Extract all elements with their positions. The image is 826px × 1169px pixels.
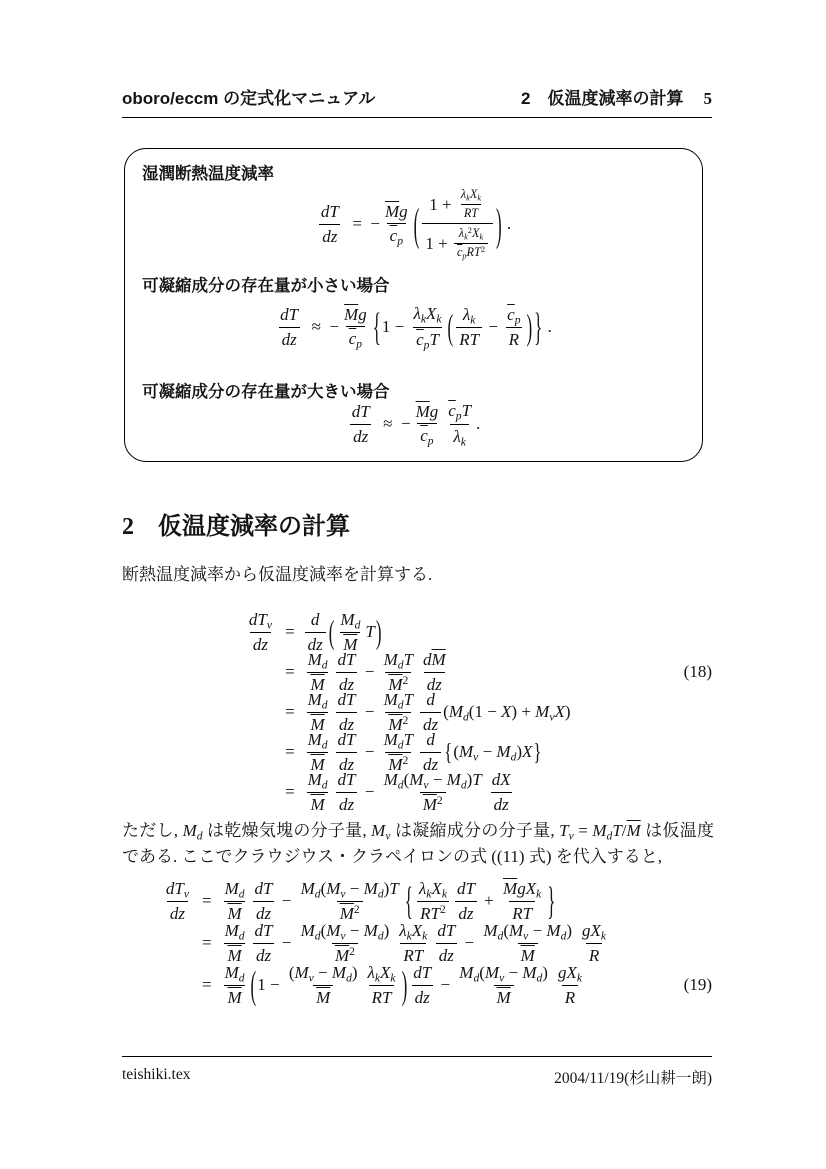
math-delimiter: } (534, 305, 543, 349)
math-numerator (410, 961, 434, 984)
math-numerator (382, 200, 411, 223)
math-text: M (496, 987, 511, 1007)
math-text: − (436, 975, 455, 994)
math-denominator (422, 223, 493, 263)
math-fraction (456, 961, 551, 1009)
math-text: dT (337, 730, 356, 750)
math-denominator (369, 985, 395, 1009)
paragraph-intro: 断熱温度減率から仮温度減率を計算する. (122, 565, 433, 584)
math-text: − (360, 742, 379, 761)
math-text: dz (423, 714, 439, 734)
math-numerator (381, 728, 416, 752)
math-text: dT (351, 402, 370, 422)
math-denominator (494, 985, 514, 1009)
math-text: . (543, 317, 552, 336)
math-text: + (479, 891, 499, 910)
footer-date-author: 2004/11/19(杉山耕一朗) (554, 1070, 712, 1087)
math-text: M (310, 714, 325, 734)
math-text: R (588, 945, 600, 965)
math-fraction (458, 186, 484, 222)
math-text: − (277, 933, 296, 952)
math-numerator (277, 303, 301, 326)
inline-math: $M_v$ (371, 821, 391, 843)
math-denominator (224, 985, 244, 1009)
math-text: − (360, 782, 379, 801)
equation-moist-adiabatic-lapse-rate (125, 189, 702, 259)
math-text: $\overline{c}_pT$ (448, 401, 472, 423)
math-text: M (227, 903, 242, 923)
text-segment: は乾燥気塊の分子量, (202, 821, 372, 840)
math-text: dz (493, 794, 509, 814)
math-denominator (450, 424, 469, 449)
math-text: dT (413, 963, 432, 983)
math-numerator (426, 185, 489, 223)
math-text: RT (371, 987, 392, 1007)
math-text: $M_d(M_v - M_d)$ (459, 962, 548, 985)
math-text: $\overline{M}^2$ (334, 945, 355, 965)
math-denominator (387, 223, 406, 248)
math-numerator (222, 877, 248, 901)
math-text: $\overline{c}_pRT^2$ (456, 244, 485, 261)
math-denominator (313, 985, 333, 1009)
equation-row (122, 964, 712, 1006)
math-text: $(M_d(1 - X) + M_vX)$ (443, 701, 571, 723)
math-numerator (489, 768, 514, 791)
math-text: dz (423, 754, 439, 774)
math-text: dT (437, 921, 456, 941)
math-text: dz (338, 754, 355, 774)
math-text: M (310, 794, 325, 814)
summary-box (124, 148, 703, 462)
header-section-ref: 2 仮温度減率の計算 (521, 89, 684, 108)
math-text: dT (456, 879, 475, 899)
math-fraction (445, 399, 474, 448)
math-text: M (343, 634, 358, 654)
math-numerator (341, 303, 370, 326)
math-text: dz (338, 674, 355, 694)
math-delimiter: ( (447, 307, 454, 347)
equation-row (122, 689, 712, 734)
paragraph-definitions (122, 818, 714, 870)
math-text: M (316, 987, 331, 1007)
math-text: 1 − (257, 975, 284, 994)
math-text: dT (320, 202, 339, 222)
equation-row (122, 729, 712, 774)
math-text: $M_d$ (224, 878, 245, 901)
math-numerator (222, 919, 248, 943)
math-text: $gX_k$ (582, 920, 607, 943)
equation-row (122, 609, 712, 654)
box-heading-small-condensable-amount: 可凝縮成分の存在量が小さい場合 (142, 277, 390, 295)
math-delimiter: ( (250, 963, 257, 1007)
math-text: − (460, 933, 479, 952)
math-text: dT (254, 921, 273, 941)
math-text: M (227, 987, 242, 1007)
math-numerator (308, 608, 323, 631)
math-fraction (410, 302, 444, 351)
math-fraction (286, 961, 361, 1009)
math-delimiter: ( (328, 613, 335, 651)
math-text: 1 − (381, 317, 409, 336)
math-text: dz (281, 329, 297, 349)
section-heading (122, 506, 350, 541)
relation-symbol: = (202, 975, 212, 994)
math-denominator (307, 792, 327, 816)
math-text: $gX_k$ (557, 962, 582, 985)
math-fraction (222, 961, 248, 1009)
math-numerator (500, 877, 544, 901)
math-text: $\overline{M}^2$ (339, 903, 360, 923)
box-heading-large-condensable-amount: 可凝縮成分の存在量が大きい場合 (142, 383, 390, 401)
math-text: M (520, 945, 535, 965)
math-numerator (396, 919, 430, 943)
math-text: $\overline{M}g$ (385, 201, 408, 221)
inline-math: $T_v = M_dT/\overline{M}$ (559, 821, 641, 843)
relation-symbol: = (285, 742, 295, 761)
math-text: − (360, 702, 379, 721)
math-text: $M_d$ (307, 769, 328, 792)
math-text: d (310, 610, 320, 630)
math-text: $(M_v - M_d)X$ (453, 741, 533, 763)
math-fraction (163, 877, 192, 925)
math-text: $\lambda_kX_k$ (418, 878, 447, 901)
math-text: $M_d$ (340, 609, 361, 632)
math-fraction (341, 303, 370, 351)
math-denominator (420, 792, 446, 816)
math-text: 1 + (429, 194, 456, 214)
math-text: $\overline{c}_pT$ (416, 329, 439, 351)
math-text: dz (338, 714, 355, 734)
math-text: $\lambda_kX_k$ (413, 304, 442, 326)
math-fraction (318, 200, 342, 248)
math-denominator (412, 985, 433, 1009)
math-text: d (426, 730, 435, 750)
math-fraction (381, 768, 485, 816)
equation-number: (19) (683, 975, 712, 994)
math-numerator (445, 399, 474, 423)
math-denominator (491, 792, 512, 816)
math-text: M (310, 754, 325, 774)
math-numerator (298, 877, 402, 901)
math-text: RT (512, 903, 533, 923)
math-denominator (417, 423, 436, 448)
equation-row (122, 649, 712, 694)
math-text: dz (426, 674, 442, 694)
math-text: $\overline{M}^2$ (422, 794, 443, 814)
math-text: − (277, 891, 296, 910)
math-text: R (508, 329, 520, 349)
math-denominator (279, 327, 300, 351)
math-text: $RT^2$ (420, 903, 446, 923)
math-numerator (365, 961, 399, 985)
math-text: $\overline{c}_p$ (348, 329, 363, 351)
relation-symbol: = (285, 662, 295, 681)
math-numerator (335, 648, 359, 671)
math-text: dz (307, 634, 323, 654)
math-numerator (335, 688, 359, 711)
math-fraction (456, 303, 482, 351)
math-fraction (504, 303, 523, 351)
math-denominator (562, 985, 578, 1009)
math-denominator (461, 204, 481, 222)
header-right (521, 84, 712, 109)
math-numerator (456, 225, 486, 243)
math-numerator (222, 961, 248, 985)
math-text: $\lambda_k^2X_k$ (458, 226, 484, 242)
math-text: $\lambda_kX_k$ (399, 920, 428, 943)
math-text: $M_d$ (307, 689, 328, 712)
relation-symbol: = (285, 622, 295, 641)
math-numerator (458, 186, 484, 204)
math-fraction (246, 608, 275, 656)
math-fraction (252, 919, 276, 967)
math-numerator (456, 961, 551, 985)
math-text: $M_d(M_v - M_d)T$ (300, 878, 399, 901)
equation-rhs (303, 768, 712, 816)
math-denominator (336, 792, 357, 816)
math-numerator (480, 919, 575, 943)
math-text: dz (255, 945, 272, 965)
math-text: $(M_v - M_d)$ (288, 962, 358, 985)
math-numerator (318, 200, 342, 223)
equation-row (122, 769, 712, 814)
math-text: $M_d$ (224, 920, 245, 943)
math-numerator (434, 919, 458, 942)
math-text: dT (254, 879, 273, 899)
equation-lhs (122, 608, 277, 656)
math-text: $M_dT$ (383, 729, 414, 752)
math-delimiter: { (372, 305, 381, 349)
math-numerator (298, 919, 393, 943)
math-text: dX (491, 770, 511, 790)
math-delimiter: } (547, 879, 556, 923)
equation-large-condensable-amount (125, 401, 702, 447)
math-text: RT (463, 205, 479, 220)
math-numerator (305, 768, 331, 792)
math-text: $\overline{M}gX_k$ (503, 878, 542, 901)
math-fraction (305, 768, 331, 816)
math-fraction (489, 768, 514, 816)
footer-filename: teishiki.tex (122, 1066, 191, 1083)
math-text: = − (343, 214, 380, 233)
math-fraction (349, 400, 373, 448)
math-text: dT (337, 770, 356, 790)
math-text: $\overline{M}^2$ (388, 714, 409, 734)
math-numerator (286, 961, 361, 985)
math-numerator (413, 400, 442, 423)
math-fraction (252, 877, 276, 925)
math-numerator (252, 919, 276, 942)
math-text: dz (458, 903, 474, 923)
math-delimiter: ( (413, 198, 420, 250)
math-fraction (555, 961, 585, 1009)
math-text: . (476, 414, 481, 433)
math-numerator (423, 728, 438, 751)
math-delimiter: } (533, 738, 542, 766)
math-fraction (422, 185, 493, 263)
math-numerator (423, 688, 438, 711)
math-text: $\overline{c}_p$ (389, 226, 403, 248)
math-text: $\overline{M}^2$ (388, 674, 409, 694)
math-text: 1 + (425, 233, 452, 253)
math-text: $\overline{M}g$ (344, 304, 367, 324)
math-text: dz (338, 794, 355, 814)
text-segment: は凝縮成分の分子量, (390, 821, 560, 840)
math-fraction (277, 303, 301, 351)
box-heading-moist-adiabatic-lapse-rate: 湿潤断熱温度減率 (142, 165, 274, 183)
equation-number: (18) (683, 662, 712, 681)
page-header (122, 84, 712, 118)
math-text: RT (403, 945, 424, 965)
math-numerator (381, 688, 416, 712)
math-text: M (310, 674, 325, 694)
math-numerator (163, 877, 192, 901)
math-text: dz (255, 903, 272, 923)
math-text: ≈ − (374, 414, 411, 433)
math-text: $dT_v$ (248, 609, 272, 632)
math-fraction (434, 919, 458, 967)
math-numerator (305, 648, 331, 672)
math-delimiter: { (404, 879, 413, 923)
math-numerator (305, 688, 331, 712)
math-text: . (502, 214, 512, 233)
math-text: − (360, 662, 379, 681)
relation-symbol: = (202, 933, 212, 952)
math-numerator (349, 400, 373, 423)
math-text: T (365, 622, 375, 641)
text-segment: は仮温度である. ここでクラウジウス・クラペイロンの式 ((11) 式) を代入すると, (122, 821, 715, 866)
math-fraction (365, 961, 399, 1009)
math-text: $\overline{c}_p$ (507, 304, 521, 327)
math-numerator (460, 303, 479, 327)
math-denominator (456, 327, 482, 351)
math-numerator (504, 303, 523, 327)
math-text: $\overline{M}g$ (415, 401, 439, 421)
math-fraction (335, 768, 359, 816)
math-text: dz (322, 226, 338, 246)
math-denominator (319, 224, 340, 248)
math-fraction (454, 877, 478, 925)
math-text: dz (438, 945, 454, 965)
equation-19 (122, 880, 712, 1006)
relation-symbol: = (285, 782, 295, 801)
math-numerator (555, 961, 585, 985)
math-text: dz (414, 987, 430, 1007)
math-text: M (227, 945, 242, 965)
math-denominator (346, 326, 365, 351)
math-text: ≈ − (303, 317, 340, 336)
math-text: $M_d(M_v - M_d)T$ (383, 769, 482, 792)
math-text: dT (337, 690, 356, 710)
header-page-number: 5 (703, 89, 712, 108)
math-text: $M_d(M_v - M_d)$ (483, 920, 573, 943)
math-delimiter: ) (401, 963, 408, 1007)
math-fraction (410, 961, 434, 1009)
math-numerator (335, 768, 359, 791)
relation-symbol: = (285, 702, 295, 721)
math-numerator (454, 877, 478, 900)
math-numerator (579, 919, 609, 943)
math-denominator (454, 243, 488, 262)
math-text: dz (353, 426, 369, 446)
inline-math: $M_d$ (182, 821, 203, 843)
math-fraction (413, 400, 442, 448)
math-text: R (564, 987, 576, 1007)
text-segment: ただし, (122, 821, 183, 840)
math-numerator (305, 728, 331, 752)
math-delimiter: ) (495, 198, 502, 250)
math-numerator (410, 302, 444, 326)
equation-rhs (220, 961, 712, 1009)
section-number: 2 (122, 514, 134, 540)
math-numerator (416, 877, 450, 901)
math-numerator (420, 648, 449, 671)
math-numerator (381, 648, 416, 672)
page-footer (122, 1056, 712, 1088)
math-text: − (484, 317, 503, 336)
math-fraction (454, 225, 488, 262)
math-text: $M_dT$ (383, 689, 414, 712)
math-denominator (350, 424, 371, 448)
math-numerator (252, 877, 276, 900)
math-numerator (381, 768, 485, 792)
math-delimiter: ) (375, 613, 382, 651)
header-left-title: oboro/eccm の定式化マニュアル (122, 89, 376, 108)
math-delimiter: { (444, 738, 453, 766)
math-numerator (246, 608, 275, 632)
section-title: 仮温度減率の計算 (158, 513, 350, 540)
equation-row (122, 922, 712, 964)
math-text: $d\overline{M}$ (423, 650, 446, 670)
math-text: $\lambda_k$ (462, 304, 476, 327)
math-fraction (382, 200, 411, 248)
equation-row (122, 880, 712, 922)
math-text: $M_d(M_v - M_d)$ (300, 920, 390, 943)
math-numerator (335, 728, 359, 751)
math-text: RT (459, 329, 480, 349)
math-denominator (413, 327, 442, 352)
math-text: dT (280, 305, 299, 325)
equation-lhs (122, 877, 194, 925)
math-denominator (506, 327, 522, 351)
relation-symbol: = (202, 891, 212, 910)
math-text: $M_d$ (307, 729, 328, 752)
math-text: dT (337, 650, 356, 670)
math-text: $\lambda_kX_k$ (460, 187, 482, 203)
math-text: $M_dT$ (383, 649, 414, 672)
math-text: $\lambda_kX_k$ (367, 962, 396, 985)
math-numerator (337, 608, 363, 632)
math-text: dz (169, 903, 185, 923)
math-text: $\overline{M}^2$ (388, 754, 409, 774)
equation-small-condensable-amount (125, 297, 702, 357)
math-text: $M_d$ (224, 962, 245, 985)
math-text: $dT_v$ (165, 878, 189, 901)
math-delimiter: ) (526, 307, 533, 347)
math-text: $M_d$ (307, 649, 328, 672)
math-text: $\lambda_k$ (453, 426, 466, 448)
math-text: d (426, 690, 435, 710)
math-text: $\overline{c}_p$ (420, 426, 434, 448)
equation-18 (122, 609, 712, 814)
math-text: dz (252, 634, 268, 654)
